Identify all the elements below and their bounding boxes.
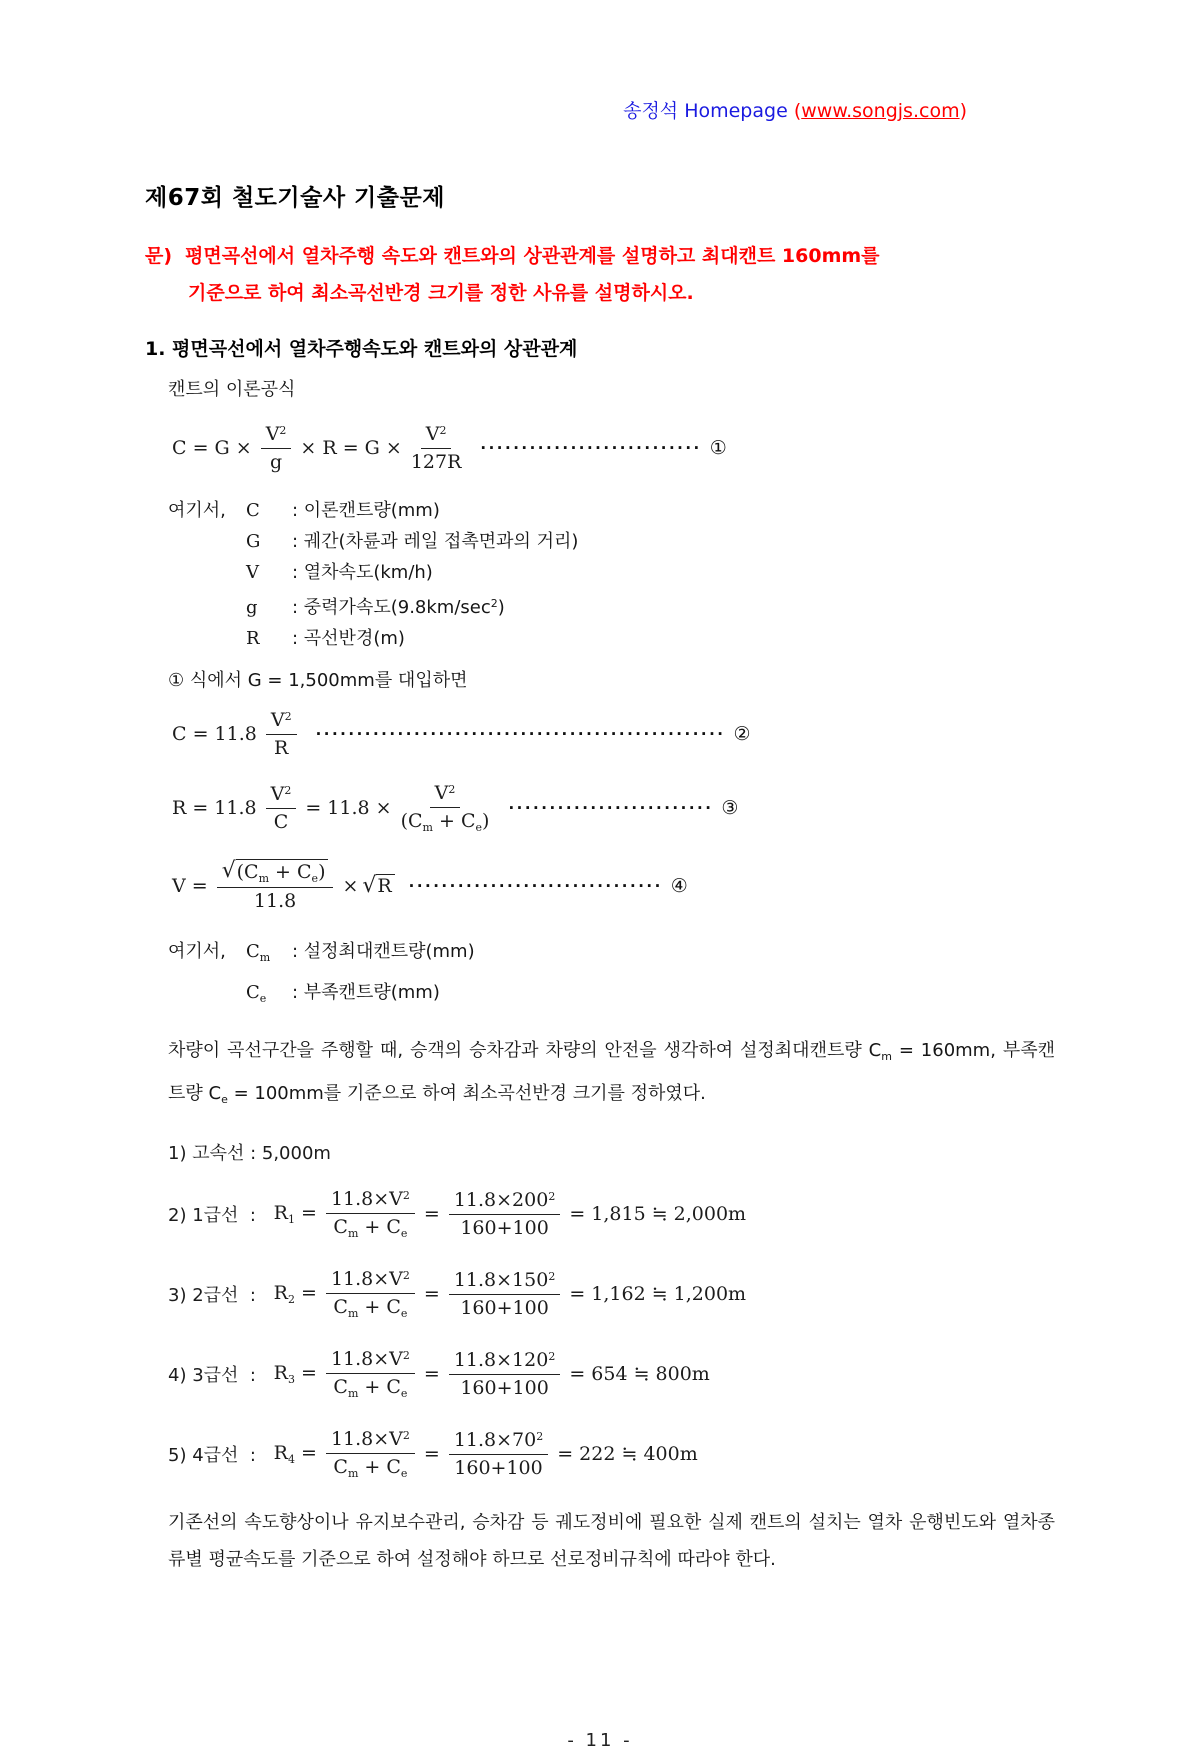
- definition-row-gravity: [168, 588, 1055, 623]
- definition-row-v: [168, 557, 1055, 588]
- formula-text: $R_3$ =: [273, 1362, 317, 1386]
- radius-formula-3: [168, 776, 1055, 840]
- fraction: $\frac{V^2}{C}$: [266, 782, 297, 834]
- page-header: [145, 96, 1055, 123]
- equation-number: ③: [721, 797, 739, 819]
- cant-formula-2: [168, 706, 1055, 762]
- formula-text: = 222 ≒ 400m: [557, 1443, 698, 1465]
- formula-text: =: [423, 1203, 440, 1225]
- question-text: [185, 238, 1055, 312]
- substitution-line: ① 식에서 G = 1,500mm를 대입하면: [168, 670, 468, 691]
- homepage-link[interactable]: www.songjs.com: [801, 100, 960, 122]
- cant-formula-1: [168, 417, 1055, 479]
- formula-text: ×: [342, 875, 359, 897]
- equation-number: ②: [733, 723, 751, 745]
- question-label: 문): [145, 245, 173, 267]
- fraction: $\frac{11.8\times 120^2}{160+100}$: [449, 1348, 561, 1400]
- case-row-class4: [168, 1420, 1055, 1488]
- dot-leader: ··················································: [315, 725, 726, 743]
- case-row-class2: [168, 1260, 1055, 1328]
- definition-symbol: G: [246, 531, 261, 552]
- square-root: √ R: [362, 874, 394, 898]
- definition-row-ce: [168, 975, 1055, 1016]
- question-line-2: 기준으로 하여 최소곡선반경 크기를 정한 사유를 설명하시오.: [188, 282, 694, 304]
- page-title: 제67회 철도기술사 기출문제: [145, 185, 445, 211]
- intro-text: 캔트의 이론공식: [168, 379, 296, 400]
- definition-lead: 여기서,: [168, 941, 226, 962]
- fraction: $\frac{V^2}{127R}$: [410, 422, 462, 473]
- formula-text: $R_2$ =: [273, 1282, 317, 1306]
- definition-desc: : 중력가속도$(9.8km/\sec^2)$: [292, 597, 505, 618]
- definition-desc: : 부족캔트량(mm): [292, 982, 440, 1003]
- paren-open: (: [793, 100, 802, 122]
- question-line-1: 평면곡선에서 열차주행 속도와 캔트와의 상관관계를 설명하고 최대캔트 160mm를: [185, 245, 880, 267]
- formula-text: = 11.8 ×: [305, 797, 392, 819]
- case-label: 1) 고속선 : 5,000m: [168, 1143, 331, 1164]
- definition-desc: : 설정최대캔트량(mm): [292, 941, 475, 962]
- fraction: $\frac{11.8\times 150^2}{160+100}$: [449, 1268, 561, 1320]
- speed-formula-4: [168, 852, 1055, 920]
- definition-desc: : 곡선반경(m): [292, 628, 405, 649]
- fraction: $\frac{11.8\times V^2}{C_m + C_e}$: [326, 1267, 415, 1321]
- formula-text: C = 11.8: [172, 723, 257, 745]
- case-row-highspeed: [168, 1136, 1055, 1168]
- definition-row-radius: [168, 623, 1055, 654]
- dot-leader: ···························: [480, 439, 702, 457]
- definition-symbol: $C_m$: [246, 941, 271, 964]
- case-label: 2) 1급선 :: [168, 1205, 262, 1226]
- definition-symbol: C: [246, 500, 260, 521]
- definition-symbol: g: [246, 597, 258, 618]
- fraction: $\frac{11.8\times V^2}{C_m + C_e}$: [326, 1427, 415, 1481]
- fraction: $\frac{V^2}{g}$: [261, 422, 292, 474]
- formula-text: $R_4$ =: [273, 1442, 317, 1466]
- paren-close: ): [959, 100, 967, 122]
- formula-text: =: [423, 1443, 440, 1465]
- formula-text: $R_1$ =: [273, 1202, 317, 1226]
- definition-symbol: $C_e$: [246, 982, 267, 1005]
- body-paragraph-2: 기존선의 속도향상이나 유지보수관리, 승차감 등 궤도정비에 필요한 실제 캔트의 설치는 열차 운행빈도와 열차종류별 평균속도를 기준으로 하여 설정해야 하므로 선로정비규칙에 따라야 한다.: [168, 1512, 1055, 1570]
- definitions-group-1: [168, 495, 1055, 654]
- question-block: [145, 238, 1055, 312]
- fraction: √ $(C_m + C_e)$ 11.8: [217, 859, 334, 914]
- dot-leader: ·······························: [408, 877, 663, 895]
- square-root: √ $(C_m + C_e)$: [222, 859, 329, 886]
- definition-row-cm: [168, 934, 1055, 975]
- dot-leader: ·························: [508, 799, 714, 817]
- definition-lead: 여기서,: [168, 500, 226, 521]
- case-row-class1: [168, 1180, 1055, 1248]
- definition-row-g-gauge: [168, 526, 1055, 557]
- fraction: $\frac{11.8\times V^2}{C_m + C_e}$: [326, 1187, 415, 1241]
- fraction: $\frac{11.8\times 200^2}{160+100}$: [449, 1188, 561, 1240]
- body-paragraph-1: 차량이 곡선구간을 주행할 때, 승객의 승차감과 차량의 안전을 생각하여 설정최대캔트량 $C_m = 160mm$, 부족캔트량 $C_e = 100mm$를 기준으로 하여 최소곡선반경 크기를 정하였다.: [168, 1040, 1055, 1106]
- fraction: $\frac{11.8\times V^2}{C_m + C_e}$: [326, 1347, 415, 1401]
- equation-number: ①: [709, 437, 727, 459]
- fraction: $\frac{V^2}{R}$: [266, 708, 297, 760]
- definition-desc: : 이론캔트량(mm): [292, 500, 440, 521]
- definition-desc: : 열차속도(km/h): [292, 562, 433, 583]
- definition-symbol: R: [246, 628, 260, 649]
- case-label: 3) 2급선 :: [168, 1285, 262, 1306]
- case-label: 4) 3급선 :: [168, 1365, 262, 1386]
- formula-text: = 654 ≒ 800m: [569, 1363, 710, 1385]
- formula-text: = 1,162 ≒ 1,200m: [569, 1283, 747, 1305]
- definitions-group-2: [168, 934, 1055, 1016]
- formula-text: = 1,815 ≒ 2,000m: [569, 1203, 747, 1225]
- fraction: $\frac{11.8\times 70^2}{160+100}$: [449, 1428, 548, 1480]
- formula-text: C = G ×: [172, 437, 252, 459]
- formula-text: R = 11.8: [172, 797, 257, 819]
- page-number: - 11 -: [567, 1730, 633, 1751]
- author-name: 송정석 Homepage: [623, 100, 794, 122]
- section-heading: 1. 평면곡선에서 열차주행속도와 캔트와의 상관관계: [145, 338, 578, 360]
- definition-row-c: [168, 495, 1055, 526]
- fraction: $\frac{V^2}{(C_m + C_e)}$: [400, 782, 490, 834]
- formula-text: =: [423, 1283, 440, 1305]
- formula-text: =: [423, 1363, 440, 1385]
- formula-text: × R = G ×: [300, 437, 402, 459]
- definition-desc: : 궤간(차륜과 레일 접촉면과의 거리): [292, 531, 579, 552]
- definition-symbol: V: [246, 562, 259, 583]
- formula-text: V =: [172, 875, 208, 897]
- equation-number: ④: [670, 875, 688, 897]
- case-label: 5) 4급선 :: [168, 1445, 262, 1466]
- case-row-class3: [168, 1340, 1055, 1408]
